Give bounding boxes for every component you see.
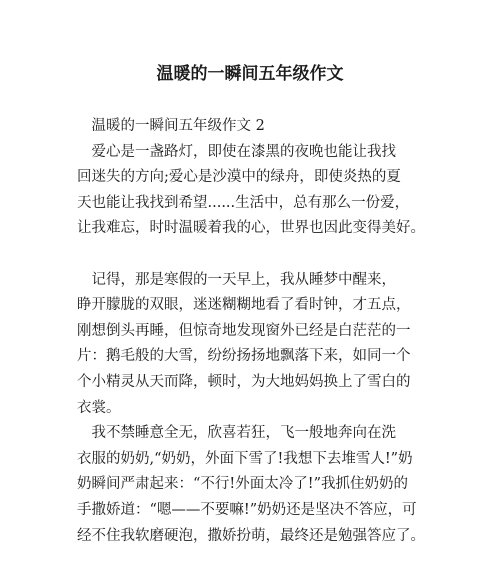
text-line: 衣裳。 bbox=[77, 399, 121, 416]
document-title: 温暖的一瞬间五年级作文 bbox=[156, 64, 344, 84]
text-line: 温暖的一瞬间五年级作文 2 bbox=[77, 118, 265, 134]
text-line: 让我难忘，时时温暖着我的心，世界也因此变得美好。 bbox=[77, 220, 425, 237]
paragraph-gap bbox=[77, 242, 447, 268]
text-line: 记得，那是寒假的一天早上，我从睡梦中醒来， bbox=[77, 271, 396, 288]
text-line: 奶瞬间严肃起来：“不行!外面太冷了!”我抓住奶奶的 bbox=[77, 476, 408, 493]
text-line: 回迷失的方向;爱心是沙漠中的绿舟，即使炎热的夏 bbox=[77, 169, 401, 186]
text-line: 个小精灵从天而降，顿时，为大地妈妈换上了雪白的 bbox=[77, 373, 411, 390]
text-line: 刚想倒头再睡，但惊奇地发现窗外已经是白茫茫的一 bbox=[77, 322, 411, 339]
text-line: 衣服的奶奶,“奶奶，外面下雪了!我想下去堆雪人!”奶 bbox=[77, 450, 413, 467]
text-line: 手撒娇道：“嗯——不要嘛!”奶奶还是坚决不答应，可 bbox=[77, 501, 417, 518]
text-line: 爱心是一盏路灯，即使在漆黑的夜晚也能让我找 bbox=[77, 143, 396, 160]
text-line: 我不禁睡意全无，欣喜若狂，飞一般地奔向在洗 bbox=[77, 425, 396, 442]
text-line: 经不住我软磨硬泡，撒娇扮萌，最终还是勉强答应了。 bbox=[77, 527, 425, 544]
text-line: 睁开朦胧的双眼，迷迷糊糊地看了看时钟，才五点， bbox=[77, 297, 411, 314]
text-line: 片：鹅毛般的大雪，纷纷扬扬地飘落下来，如同一个 bbox=[77, 348, 411, 365]
document-body bbox=[77, 114, 447, 565]
text-line: 天也能让我找到希望......生活中，总有那么一份爱， bbox=[77, 194, 410, 211]
